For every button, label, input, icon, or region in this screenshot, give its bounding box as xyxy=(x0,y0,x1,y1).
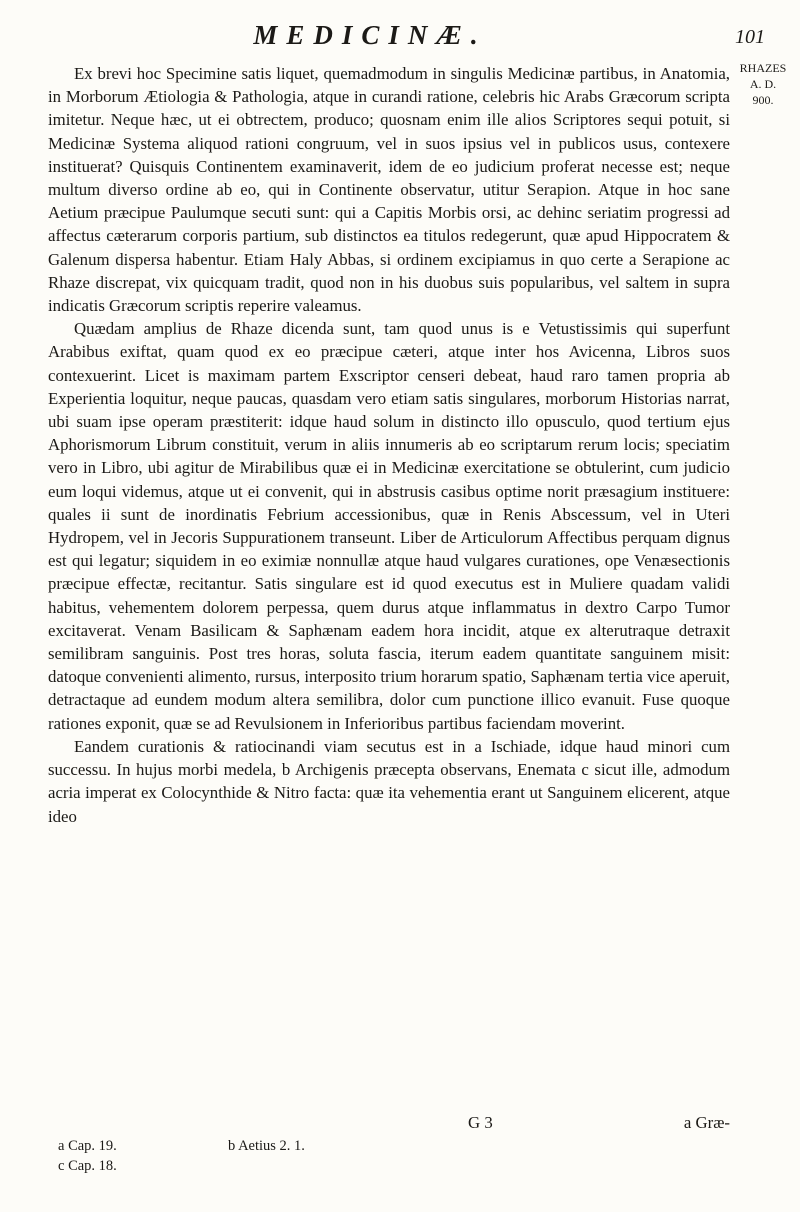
footnote-row xyxy=(58,1136,458,1156)
margin-note-era: A. D. xyxy=(749,77,777,91)
page-number: 101 xyxy=(735,26,765,48)
paragraph-2: Quædam amplius de Rhaze dicenda sunt, tam quod unus is e Vetustissimis qui superfunt Arabibus exiftat, quam quod ex eo præcipue cæteri, atque inter hos Avicenna, Libros suos contexuerint. Licet is maximam partem Exscriptor censeri debeat, haud raro tamen propria ab Experientia loquitur, neque paucas, quasdam vero etiam satis singulares, morborum Historias narrat, ubi suam ipse operam præstiterit: idque haud solum in distincto illo opusculo, quod tertium ejus Aphorismorum Librum constituit, verum in aliis innumeris ab eo scriptarum rerum locis; speciatim vero in Libro, ubi agitur de Mirabilibus quæ ei in Medicinæ exercitatione se obtulerint, cum judicio eum loqui videmus, atque ut ei convenit, qui in abstrusis casibus optime norit præsagium instituere: quales ii sunt de inordinatis Febrium accessionibus, quæ in Renis Abscessum, vel in Uteri Hydropem, vel in Jecoris Suppurationem transeunt. Liber de Articulorum Affectibus perquam dignus est qui legatur; siquidem in eo eximiæ nonnullæ atque haud vulgares curationes, ope Venæsectionis præcipue effectæ, recitantur. Satis singulare est id quod executus est in Muliere quadam validi habitus, vehementem dolorem perpessa, quem durus atque inflammatus in dextro Carpo Tumor excitaverat. Venam Basilicam & Saphænam eadem hora incidit, atque ex alterutraque detraxit semilibram sanguinis. Post tres horas, soluta fascia, iterum eadem quantitate sanguinem misit: datoque convenienti alimento, rursus, interposito trium horarum spatio, Saphænam tertia vice aperuit, detractaque ad eundem modum altera semilibra, dolor cum punctione illico evanuit. Fuse quoque rationes exponit, quæ se ad Revulsionem in Inferioribus partibus faciendam moverint. xyxy=(48,319,730,733)
catchword: a Græ- xyxy=(683,1113,730,1132)
body-text xyxy=(48,62,730,828)
footnote-text: Cap. 18. xyxy=(68,1158,117,1174)
margin-note-author: RHAZES xyxy=(739,61,787,75)
paragraph-3: Eandem curationis & ratiocinandi viam secutus est in a Ischiade, idque haud minori cum successu. In hujus morbi medela, b Archigenis præcepta observans, Enemata c sicut ille, admodum acria imperat ex Colocynthide & Nitro facta: quæ ita vehementia erant ut Sanguinem elicerent, atque ideo xyxy=(48,736,730,826)
footnote-text: Aetius 2. 1. xyxy=(238,1138,305,1154)
margin-note xyxy=(731,60,795,108)
footnote xyxy=(58,1156,228,1176)
footnote-mark: c xyxy=(58,1158,65,1174)
margin-note-year: 900. xyxy=(752,93,774,107)
running-title: MEDICINÆ. xyxy=(253,20,487,50)
footnote-mark: a xyxy=(58,1138,65,1154)
catchword-line xyxy=(48,1113,730,1137)
footnote-text: Cap. 19. xyxy=(68,1138,117,1154)
footnote xyxy=(228,1136,305,1156)
footnotes xyxy=(58,1136,458,1176)
footnote-row xyxy=(58,1156,458,1176)
page-header xyxy=(0,20,800,60)
footnote-mark: b xyxy=(228,1138,236,1154)
footnote xyxy=(58,1136,228,1156)
paragraph-1: Ex brevi hoc Specimine satis liquet, quemadmodum in singulis Medicinæ partibus, in Anatomia, in Morborum Ætiologia & Pathologia, atque in curandi ratione, celebris hic Arabs Græcorum scripta imitetur. Neque hæc, ut ei obtrectem, produco; quosnam enim ille alios Scriptores sequi potuit, si Medicinæ Systema aliquod rationi congruum, vel in suos ipsius vel in publicos usus, contexere instituerat? Quisquis Continentem examinaverit, idem de eo judicium proferat necesse est; neque multum diverso ordine ab eo, qui in Continente observatur, utitur Serapion. Atque in hoc sane Aetium præcipue Paulumque secuti sunt: qui a Capitis Morbis orsi, ac dehinc seriatim progressi ad affectus cæterarum corporis partium, sub distinctos ea titulos redegerunt, quæ apud Hippocratem & Galenum dispersa habentur. Etiam Haly Abbas, si ordinem excipiamus in quo certe a Serapione ac Rhaze discrepat, vix quicquam tradit, quod non in his duobus suis popularibus, vel saltem in supra indicatis Græcorum scriptis reperire valeamus. xyxy=(48,64,730,316)
signature-mark: G 3 xyxy=(468,1113,493,1132)
